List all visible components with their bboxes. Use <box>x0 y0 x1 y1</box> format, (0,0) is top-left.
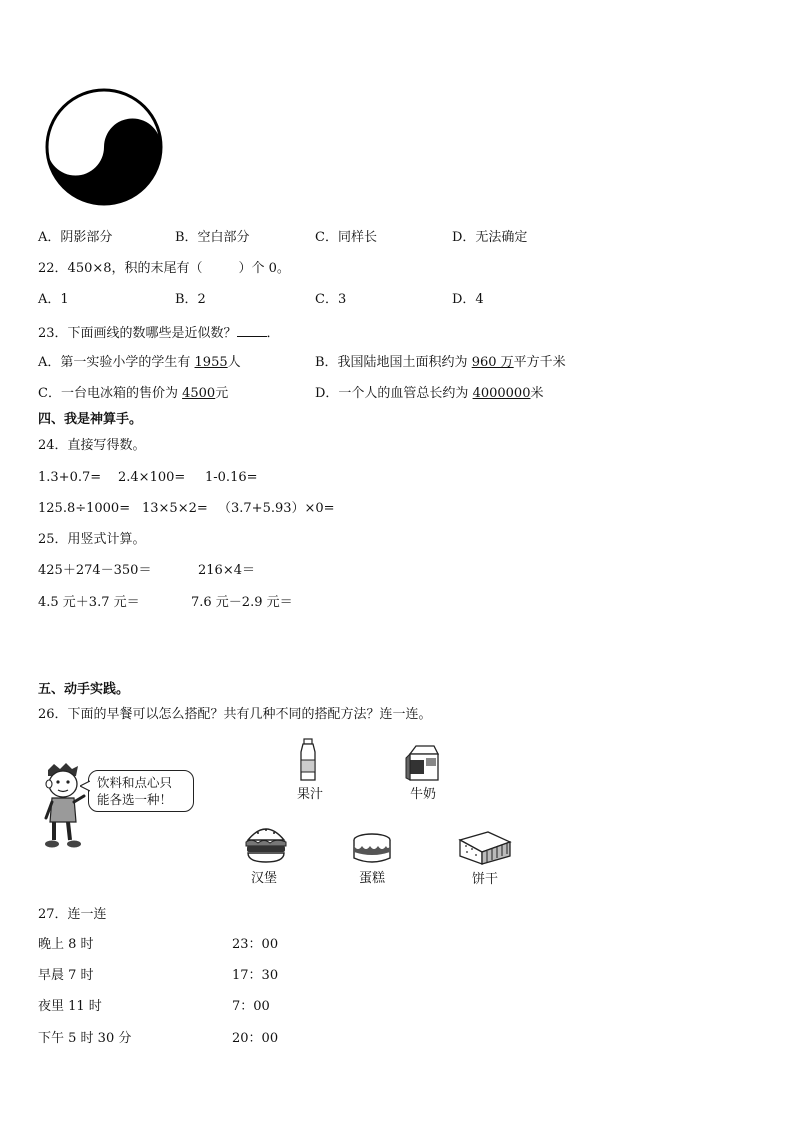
q23-option-d[interactable] <box>315 386 544 402</box>
q23-a-number: 1955 <box>194 355 228 370</box>
q23-option-c[interactable] <box>38 386 228 402</box>
q24-stem: 24．直接写得数。 <box>38 438 146 453</box>
q23-stem <box>38 324 280 342</box>
speech-bubble <box>88 770 194 812</box>
q27-right-3[interactable]: 7：00 <box>232 999 270 1014</box>
cake-icon[interactable] <box>352 832 392 866</box>
q22-option-d[interactable]: D．4 <box>452 292 484 307</box>
snack-hamburger-label: 汉堡 <box>251 871 278 886</box>
yin-yang-figure <box>45 88 163 206</box>
bubble-tail <box>80 780 90 792</box>
q27-right-1[interactable]: 23：00 <box>232 937 279 952</box>
q23-b-text: B．我国陆地国土面积约为 <box>315 355 468 370</box>
drink-juice-label: 果汁 <box>297 787 324 802</box>
q26-stem: 26．下面的早餐可以怎么搭配？共有几种不同的搭配方法？连一连。 <box>38 707 432 722</box>
q27-title: 27．连一连 <box>38 907 107 922</box>
biscuit-icon[interactable] <box>458 830 512 866</box>
q23-a-text: A．第一实验小学的学生有 <box>38 355 191 370</box>
q25-expr-2: 216×4＝ <box>198 563 255 578</box>
snack-cake-label: 蛋糕 <box>359 871 386 886</box>
juice-bottle-icon[interactable] <box>298 738 318 782</box>
q22-stem <box>38 261 290 277</box>
q23-c-number: 4500 <box>182 386 216 401</box>
q25-expr-4: 7.6 元－2.9 元＝ <box>191 595 293 610</box>
q23-stem-text: 23．下面画线的数哪些是近似数？ <box>38 326 237 341</box>
q23-d-number: 4000000 <box>472 386 531 401</box>
q22-stem-right: ）个 0。 <box>238 261 290 276</box>
q21-option-d[interactable]: D．无法确定 <box>452 230 528 245</box>
section-5-title: 五、动手实践。 <box>38 682 130 697</box>
hamburger-icon[interactable] <box>244 822 288 864</box>
q24-expr-2: 2.4×100= <box>118 470 186 485</box>
q23-option-a[interactable] <box>38 355 241 371</box>
bubble-line-1: 饮料和点心只 <box>97 775 173 790</box>
q23-option-b[interactable] <box>315 355 566 371</box>
boy-illustration <box>34 762 92 852</box>
q23-d-unit: 米 <box>530 386 544 401</box>
q21-option-b[interactable]: B．空白部分 <box>175 230 250 245</box>
q24-expr-5: 13×5×2= <box>142 501 208 516</box>
q27-right-4[interactable]: 20：00 <box>232 1031 279 1046</box>
q27-left-4[interactable]: 下午 5 时 30 分 <box>38 1031 132 1046</box>
milk-carton-icon[interactable] <box>404 744 440 782</box>
q23-b-number: 960 万 <box>471 355 514 370</box>
drink-milk-label: 牛奶 <box>410 787 437 802</box>
q24-expr-1: 1.3+0.7= <box>38 470 102 485</box>
q23-stem-end: ． <box>266 326 280 341</box>
q27-left-2[interactable]: 早晨 7 时 <box>38 968 94 983</box>
q23-a-unit: 人 <box>227 355 241 370</box>
q21-option-c[interactable]: C．同样长 <box>315 230 377 245</box>
q22-stem-left: 22．450×8，积的末尾有（ <box>38 261 203 276</box>
q25-expr-3: 4.5 元＋3.7 元＝ <box>38 595 140 610</box>
snack-biscuit-label: 饼干 <box>472 872 499 887</box>
q24-expr-6: （3.7+5.93）×0= <box>218 501 335 516</box>
q23-b-unit: 平方千米 <box>513 355 566 370</box>
q23-d-text: D．一个人的血管总长约为 <box>315 386 469 401</box>
q22-option-b[interactable]: B．2 <box>175 292 206 307</box>
q23-answer-blank[interactable] <box>237 324 267 337</box>
q22-option-a[interactable]: A．1 <box>38 292 69 307</box>
section-4-title: 四、我是神算手。 <box>38 412 143 427</box>
q21-option-a[interactable]: A．阴影部分 <box>38 230 113 245</box>
bubble-line-2: 能各选一种！ <box>97 792 173 807</box>
q24-expr-4: 125.8÷1000= <box>38 501 131 516</box>
q25-expr-1: 425＋274－350＝ <box>38 563 152 578</box>
q27-left-1[interactable]: 晚上 8 时 <box>38 937 94 952</box>
q25-stem: 25．用竖式计算。 <box>38 532 146 547</box>
q22-option-c[interactable]: C．3 <box>315 292 347 307</box>
q23-c-text: C．一台电冰箱的售价为 <box>38 386 178 401</box>
q27-left-3[interactable]: 夜里 11 时 <box>38 999 102 1014</box>
q24-expr-3: 1-0.16= <box>205 470 258 485</box>
q27-right-2[interactable]: 17：30 <box>232 968 279 983</box>
q23-c-unit: 元 <box>215 386 229 401</box>
